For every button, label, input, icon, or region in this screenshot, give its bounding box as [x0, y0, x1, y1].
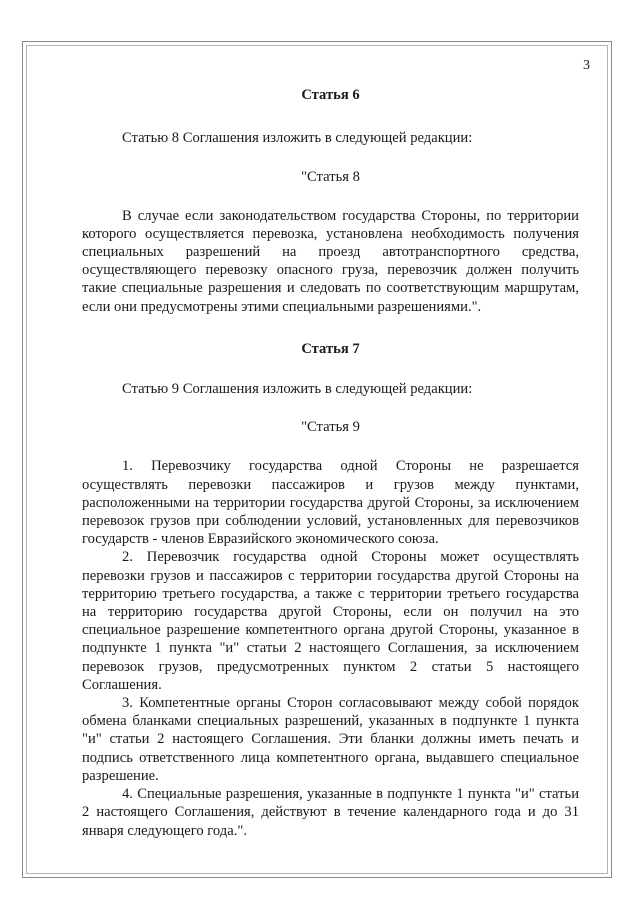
article-9-quote-heading: "Статья 9 [301, 419, 360, 436]
article-9-paragraph-2: 2. Перевозчик государства одной Стороны может осуществлять перевозки грузов и пассажиров с территории государства другой Стороны на территорию третьего государства, а также с территории третьего государства на территорию государства другой Стороны, если он получил на это специальное разрешение компетентного органа другой Стороны, указанное в подпункте 1 пункта "и" статьи 2 настоящего Соглашения, за исключением перевозок грузов, предусмотренных пунктом 2 статьи 5 настоящего Соглашения. [82, 549, 579, 693]
article-7-heading: Статья 7 [301, 340, 360, 357]
article-8-quote-heading: "Статья 8 [301, 169, 360, 186]
page-number: 3 [583, 58, 590, 73]
article-9-paragraph-3: 3. Компетентные органы Сторон согласовывают между собой порядок обмена бланками специальных разрешений, указанных в подпункте 1 пункта "и" статьи 2 настоящего Соглашения. Эти бланки должны иметь печать и подпись ответственного лица компетентного органа, выдавшего специальное разрешение. [82, 695, 579, 784]
article-7-intro: Статью 9 Соглашения изложить в следующей редакции: [122, 381, 473, 398]
article-6-heading: Статья 6 [301, 87, 360, 103]
document-body [82, 86, 579, 840]
article-6-intro: Статью 8 Соглашения изложить в следующей редакции: [122, 130, 473, 147]
article-9-paragraph-4: 4. Специальные разрешения, указанные в подпункте 1 пункта "и" статьи 2 настоящего Соглашения, действуют в течение календарного года и до 31 января следующего года.". [82, 786, 579, 839]
article-9-paragraph-1: 1. Перевозчику государства одной Стороны не разрешается осуществлять перевозки пассажиров и грузов между пунктами, расположенными на территории государства другой Стороны, за исключением перевозок грузов при соблюдении условий, установленных для перевозчиков государств - членов Евразийского экономического союза. [82, 458, 579, 548]
article-8-paragraph: В случае если законодательством государства Стороны, по территории которого осуществляется перевозка, установлена необходимость получения специальных разрешений на проезд автотранспортного средства, осуществляющего перевозку опасного груза, перевозчик должен получить такие специальные разрешения и следовать по соответствующим маршрутам, если они предусмотрены этими специальными разрешениями.". [82, 207, 579, 315]
